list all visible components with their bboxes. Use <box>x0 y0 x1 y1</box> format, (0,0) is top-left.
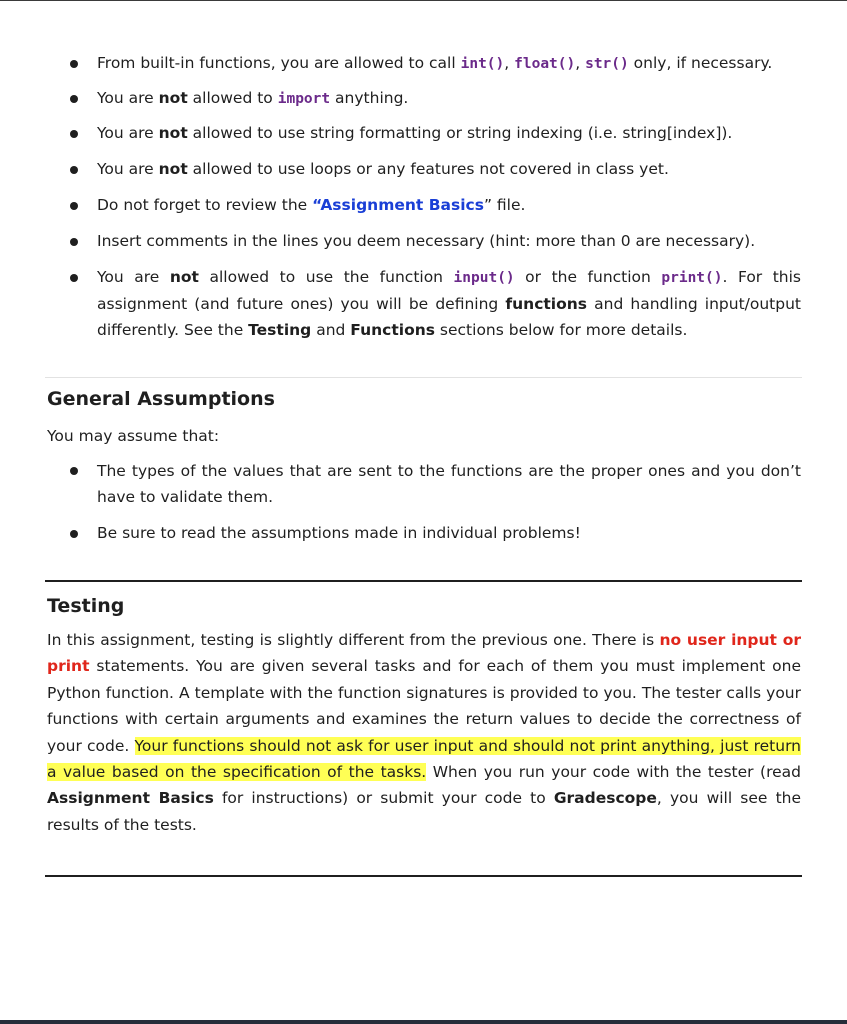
section-divider <box>45 377 802 378</box>
bullet-icon <box>70 166 78 174</box>
bullet-icon <box>70 530 78 538</box>
bullet-icon <box>70 130 78 138</box>
testing-paragraph: In this assignment, testing is slightly different from the previous one. There is no user input or print statements. You are given several tasks and for each of them you must implement one Python function. A template with the function signatures is provided to you. The tester calls your functions with certain arguments and examines the return values to decide the correctness of your code. Your functions should not ask for user input and should not print anything, just return a value based on the specification of the tasks. When you run your code with the tester (read Assignment Basics for instructions) or submit your code to Gradescope, you will see the results of the tests. <box>47 631 802 834</box>
rule-review-basics: Do not forget to review the “Assignment Basics” file. <box>97 196 526 214</box>
bullet-icon <box>70 95 78 103</box>
bullet-icon <box>70 467 78 475</box>
page-top-edge <box>0 0 847 1</box>
assumption-item: Be sure to read the assumptions made in individual problems! <box>97 524 581 542</box>
rule-comments: Insert comments in the lines you deem necessary (hint: more than 0 are necessary). <box>97 232 756 250</box>
bullet-icon <box>70 202 78 210</box>
rule-no-import: You are not allowed to import anything. <box>97 89 409 107</box>
rule-builtins: From built-in functions, you are allowed to call int(), float(), str() only, if necessary. <box>97 54 773 72</box>
rule-no-input-print: You are not allowed to use the function input() or the function print(). For this assignment (and future ones) you will be defining functions and handling input/output differently. See the Testing and Functions sections below for more details. <box>97 268 801 339</box>
rule-no-formatting: You are not allowed to use string formatting or string indexing (i.e. string[index]). <box>97 124 733 142</box>
bullet-icon <box>70 274 78 282</box>
highlighted-requirement: Your functions should not ask for user input and should not print anything, just return a value based on the specification of the tasks. <box>47 736 801 782</box>
bullet-icon <box>70 238 78 246</box>
assumptions-intro: You may assume that: <box>47 427 220 445</box>
assignment-basics-link[interactable]: “Assignment Basics <box>312 196 484 214</box>
bullet-icon <box>70 60 78 68</box>
section-divider <box>45 875 802 877</box>
rule-no-loops: You are not allowed to use loops or any features not covered in class yet. <box>97 160 669 178</box>
section-divider <box>45 580 802 582</box>
assumption-item: The types of the values that are sent to the functions are the proper ones and you don’t have to validate them. <box>97 462 801 506</box>
testing-heading: Testing <box>47 595 125 617</box>
page-bottom-edge <box>0 1020 847 1024</box>
assumptions-heading: General Assumptions <box>47 388 275 410</box>
